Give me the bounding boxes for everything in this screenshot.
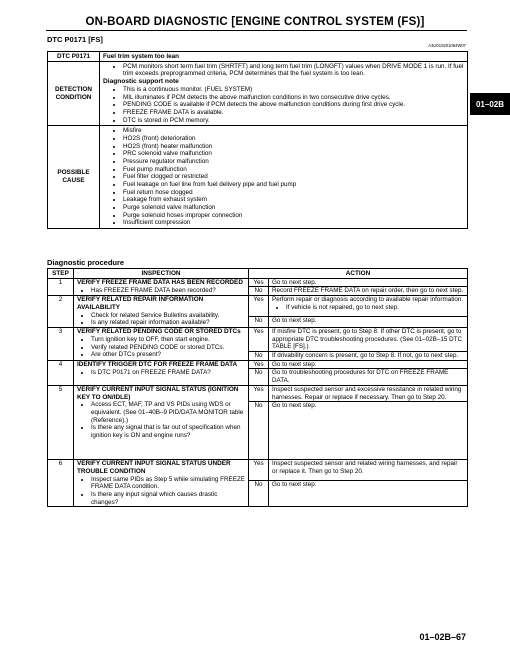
cause-item: • PRC solenoid valve malfunction <box>123 150 464 158</box>
no-label: No <box>249 287 269 296</box>
inspection-item: • Is DTC P0171 on FREEZE FRAME DATA? <box>91 369 245 377</box>
table-row <box>48 385 468 401</box>
yes-action: Go to next step. <box>269 278 468 287</box>
yes-label: Yes <box>249 460 269 481</box>
cause-item: • Purge solenoid hoses improper connection <box>123 212 464 220</box>
step-number: 3 <box>48 328 74 361</box>
yes-action: Perform repair or diagnosis according to available repair information. • If vehicle is not repaired, go to next step. <box>269 296 468 317</box>
step-title: IDENTIFY TRIGGER DTC FOR FREEZE FRAME DATA <box>77 360 238 368</box>
no-label: No <box>249 317 269 328</box>
step-number: 1 <box>48 278 74 295</box>
table-row <box>48 278 468 287</box>
step-inspection <box>74 360 249 385</box>
step-number: 4 <box>48 360 74 385</box>
dtc-name: Fuel trim system too lean <box>100 52 468 62</box>
cause-list <box>103 127 464 227</box>
cause-content <box>100 126 468 229</box>
table-row <box>48 460 468 481</box>
detection-content <box>100 61 468 126</box>
support-note-item: • DTC is stored in PCM memory. <box>123 117 464 125</box>
cause-label: POSSIBLE CAUSE <box>48 126 100 229</box>
detection-row <box>48 61 468 126</box>
yes-label: Yes <box>249 296 269 317</box>
detection-list <box>103 63 464 78</box>
cause-item: • Fuel return hose clogged <box>123 189 464 197</box>
yes-label: Yes <box>249 360 269 369</box>
no-label: No <box>249 481 269 507</box>
step-number: 2 <box>48 296 74 328</box>
inspection-item: • Is there any input signal which causes drastic changes? <box>91 491 245 506</box>
inspection-item: • Has FREEZE FRAME DATA been recorded? <box>91 287 245 295</box>
procedure-table <box>47 268 468 507</box>
page-number: 01–02B–67 <box>419 632 466 642</box>
step-number: 5 <box>48 385 74 459</box>
yes-action: Go to next step. <box>269 360 468 369</box>
yes-action: Inspect suspected sensor and excessive resistance in related wiring harnesses. Repair or replace if necessary. Then go to Step 20. <box>269 385 468 401</box>
inspection-item: • Verify related PENDING CODE or stored DTCs. <box>91 344 245 352</box>
no-action: Go to next step. <box>269 402 468 460</box>
dtc-code: DTC P0171 <box>48 52 100 62</box>
cause-item: • Purge solenoid valve malfunction <box>123 204 464 212</box>
section-title: DTC P0171 [FS] <box>47 35 103 44</box>
section-tab: 01–02B <box>470 93 510 115</box>
step-inspection <box>74 385 249 459</box>
yes-label: Yes <box>249 278 269 287</box>
title-divider <box>46 30 467 31</box>
action-header: ACTION <box>249 269 468 279</box>
support-note-item: • FREEZE FRAME DATA is available. <box>123 109 464 117</box>
inspection-item: • Access ECT, MAF, TP and VS PIDs using WDS or equivalent. (See 01–40B–9 PID/DATA MONITOR table (Reference).) <box>91 401 245 424</box>
no-action: Go to troubleshooting procedures for DTC on FREEZE FRAME DATA. <box>269 369 468 385</box>
no-action: Record FREEZE FRAME DATA on repair order, then go to next step. <box>269 287 468 296</box>
table-row <box>48 328 468 352</box>
step-inspection <box>74 328 249 361</box>
step-title: VERIFY RELATED REPAIR INFORMATION AVAILABILITY <box>77 296 204 311</box>
procedure-header-row <box>48 269 468 279</box>
action-sub-item: • If vehicle is not repaired, go to next step. <box>286 304 464 312</box>
cause-item: • Insufficient compression <box>123 219 464 227</box>
table-row <box>48 296 468 317</box>
cause-item: • Fuel leakage on fuel line from fuel delivery pipe and fuel pump <box>123 181 464 189</box>
yes-label: Yes <box>249 385 269 401</box>
inspection-item: • Check for related Service Bulletins availability. <box>91 312 245 320</box>
cause-row <box>48 126 468 229</box>
detection-label: DETECTION CONDITION <box>48 61 100 126</box>
step-title: VERIFY FREEZE FRAME DATA HAS BEEN RECORDED <box>77 278 243 286</box>
yes-action: If misfire DTC is present, go to Step 8. If other DTC is present, go to appropriate DTC troubleshooting procedures. (See 01–02B–15 DTC TABLE [FS].) <box>269 328 468 352</box>
cause-item: • HO2S (front) heater malfunction <box>123 143 464 151</box>
cause-item: • Misfire <box>123 127 464 135</box>
no-action: Go to next step. <box>269 317 468 328</box>
dtc-info-table <box>47 51 468 229</box>
support-note-list <box>103 86 464 124</box>
step-number: 6 <box>48 460 74 507</box>
step-title: VERIFY CURRENT INPUT SIGNAL STATUS (IGNITION KEY TO ON/IDLE) <box>77 385 239 401</box>
inspection-item: • Is there any signal that is far out of specification when ignition key is ON and engine runs? <box>91 424 245 439</box>
inspection-item: • Inspect same PIDs as Step 5 while simulating FREEZE FRAME DATA condition. <box>91 476 245 491</box>
step-inspection <box>74 278 249 295</box>
detection-item: • PCM monitors short term fuel trim (SHRTFT) and long term fuel trim (LONGFT) values when DRIVE MODE 1 is run. If fuel trim exceeds preprogrammed criteria, PCM determines that the fuel system is too lean. <box>123 63 464 78</box>
no-action: If drivability concern is present, go to Step 8. If not, go to next step. <box>269 352 468 361</box>
cause-item: • Pressure regulator malfunction <box>123 158 464 166</box>
cause-item: • Fuel filter clogged or restricted <box>123 173 464 181</box>
no-action: Go to next step. <box>269 481 468 507</box>
step-title: VERIFY RELATED PENDING CODE OR STORED DTCs <box>77 328 241 336</box>
procedure-title: Diagnostic procedure <box>47 258 125 267</box>
support-note-item: • This is a continuous monitor. (FUEL SYSTEM) <box>123 86 464 94</box>
document-code: A3U010201064W07 <box>428 43 466 48</box>
support-note-title: Diagnostic support note <box>103 78 179 86</box>
yes-label: Yes <box>249 328 269 352</box>
no-label: No <box>249 352 269 361</box>
inspection-header: INSPECTION <box>74 269 249 279</box>
no-label: No <box>249 402 269 460</box>
step-inspection <box>74 460 249 507</box>
support-note-item: • MIL illuminates if PCM detects the above malfunction conditions in two consecutive drive cycles. <box>123 94 464 102</box>
inspection-item: • Turn ignition key to OFF, then start engine. <box>91 336 245 344</box>
step-title: VERIFY CURRENT INPUT SIGNAL STATUS UNDER TROUBLE CONDITION <box>77 460 231 475</box>
inspection-item: • Is any related repair information available? <box>91 319 245 327</box>
step-header: STEP <box>48 269 74 279</box>
cause-item: • Leakage from exhaust system <box>123 196 464 204</box>
no-label: No <box>249 369 269 385</box>
support-note-item: • PENDING CODE is available if PCM detects the above malfunction conditions during first drive cycle. <box>123 101 464 109</box>
yes-action: Inspect suspected sensor and related wiring harnesses, and repair or replace it. Then go to Step 20. <box>269 460 468 481</box>
cause-item: • HO2S (front) deterioration <box>123 135 464 143</box>
cause-item: • Fuel pump malfunction <box>123 166 464 174</box>
table-row <box>48 360 468 369</box>
step-inspection <box>74 296 249 328</box>
dtc-header-row <box>48 52 468 62</box>
page-title: ON-BOARD DIAGNOSTIC [ENGINE CONTROL SYSTEM (FS)] <box>85 16 425 28</box>
inspection-item: • Are other DTCs present? <box>91 351 245 359</box>
